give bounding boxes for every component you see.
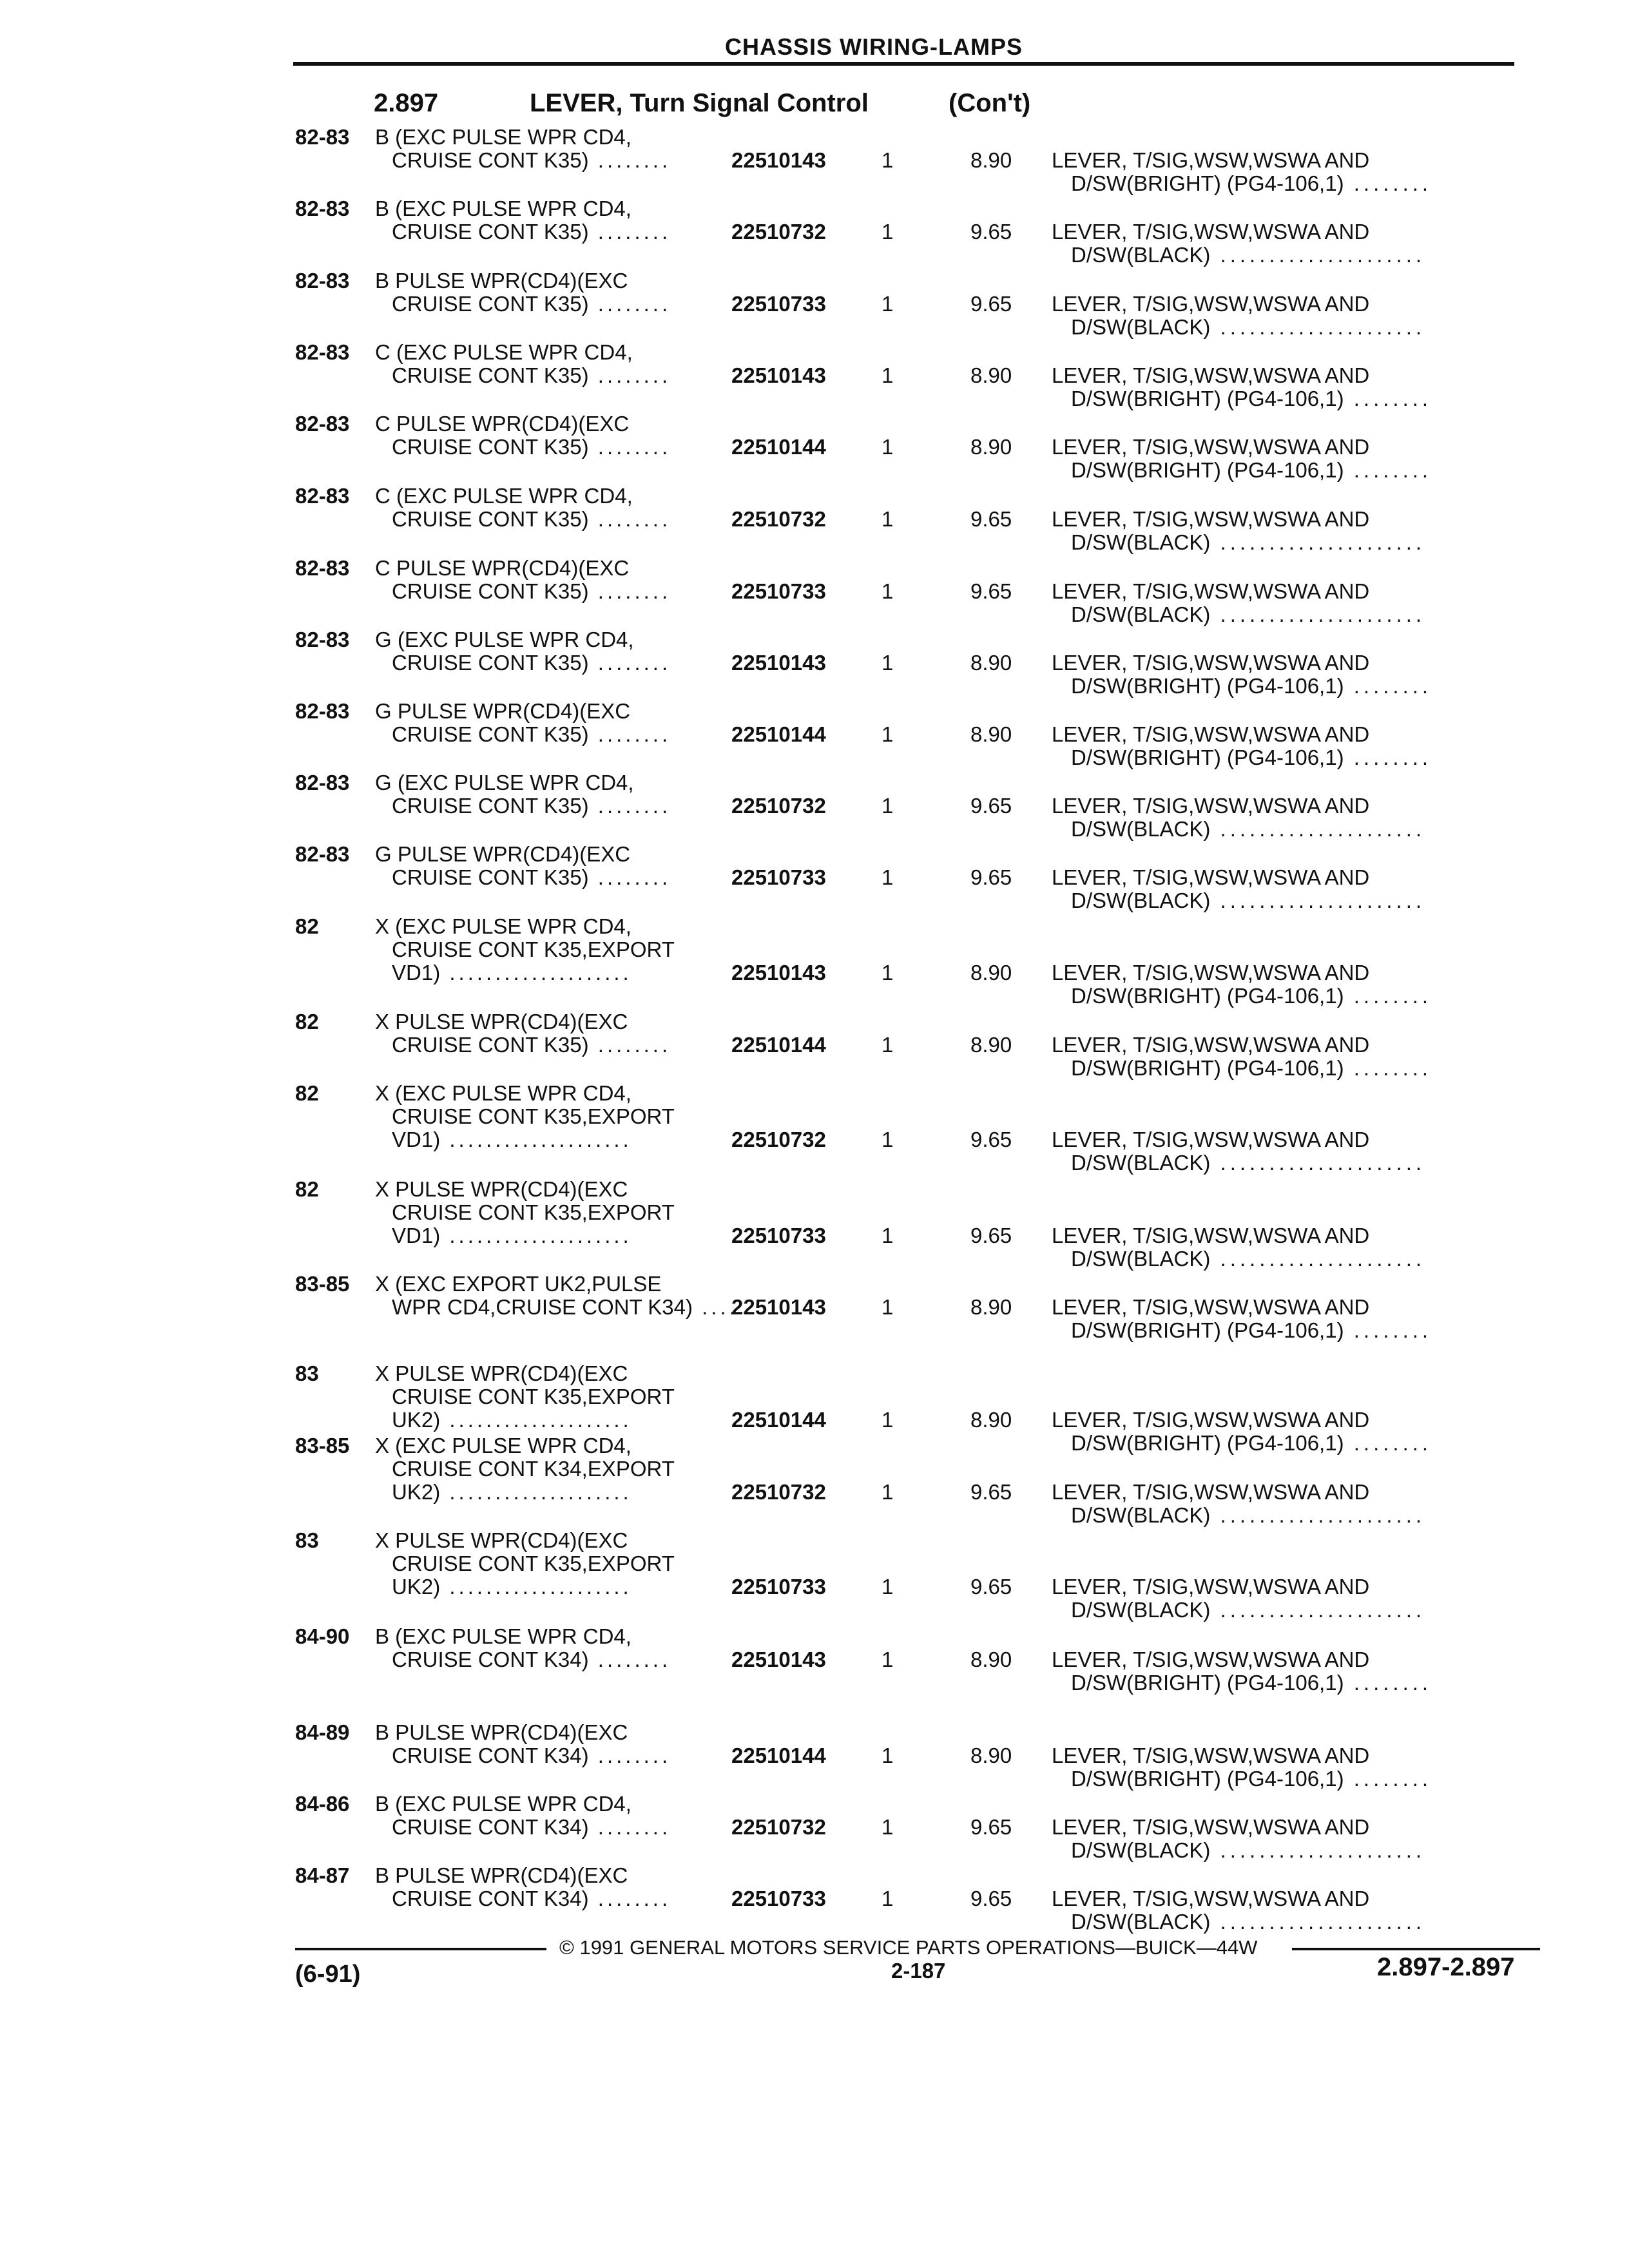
entry-part-name-detail [1071, 889, 1425, 912]
leader-dots: ..................... [1210, 530, 1426, 554]
leader-dots: ........ [588, 722, 671, 746]
entry-part-name: LEVER, T/SIG,WSW,WSWA AND [1052, 1408, 1370, 1432]
entry-part-name-detail-text: D/SW(BRIGHT) (PG4-106,1) [1071, 171, 1344, 195]
entry-description-line: B PULSE WPR(CD4)(EXC [375, 269, 628, 293]
entry-price: 8.90 [970, 1033, 1012, 1057]
entry-description [375, 1273, 736, 1319]
entry-description [375, 412, 736, 459]
entry-part-name-detail-text: D/SW(BLACK) [1071, 1247, 1211, 1271]
entry-price: 8.90 [970, 722, 1012, 746]
entry-quantity: 1 [882, 1033, 894, 1057]
entry-part-number: 22510732 [731, 1128, 826, 1151]
entry-description-line: B PULSE WPR(CD4)(EXC [375, 1720, 628, 1744]
entry-year: 82-83 [295, 340, 350, 364]
leader-dots: ..................... [1210, 1910, 1426, 1934]
leader-dots: ..................... [1210, 602, 1426, 626]
leader-dots: ..................... [1210, 817, 1426, 841]
entry-price: 9.65 [970, 1128, 1012, 1151]
entry-price: 9.65 [970, 1815, 1012, 1839]
entry-part-name: LEVER, T/SIG,WSW,WSWA AND [1052, 507, 1370, 531]
entry-part-name-detail [1071, 1599, 1425, 1622]
entry-year: 82-83 [295, 269, 350, 293]
entry-part-name-detail-text: D/SW(BLACK) [1071, 1503, 1211, 1527]
entry-price: 9.65 [970, 292, 1012, 316]
leader-dots: ........ [1344, 1431, 1432, 1455]
entry-description-line: B (EXC PULSE WPR CD4, [375, 197, 631, 220]
entry-part-number: 22510143 [731, 1648, 826, 1671]
entry-part-name: LEVER, T/SIG,WSW,WSWA AND [1052, 220, 1370, 244]
entry-year: 83 [295, 1528, 319, 1552]
footer-rule-left [295, 1948, 546, 1950]
entry-description [375, 269, 736, 316]
entry-description-line: VD1) [392, 1128, 441, 1151]
leader-dots: ........ [588, 794, 671, 818]
leader-dots: ........ [588, 220, 671, 244]
entry-year: 84-87 [295, 1863, 350, 1887]
entry-price: 9.65 [970, 1887, 1012, 1910]
entry-description-line: CRUISE CONT K35) [392, 435, 589, 459]
entry-description-line: X PULSE WPR(CD4)(EXC [375, 1528, 628, 1552]
footer-date: (6-91) [295, 1961, 361, 1988]
entry-description-line: C PULSE WPR(CD4)(EXC [375, 412, 630, 436]
entry-year: 82-83 [295, 628, 350, 651]
entry-description-line: X (EXC PULSE WPR CD4, [375, 1081, 631, 1105]
entry-part-name-detail-text: D/SW(BRIGHT) (PG4-106,1) [1071, 984, 1344, 1008]
leader-dots: ........ [588, 1887, 671, 1910]
entry-price: 8.90 [970, 651, 1012, 675]
entry-year: 83 [295, 1361, 319, 1385]
header-rule [293, 62, 1514, 66]
section-continued: (Con't) [949, 89, 1031, 117]
entry-part-name-detail-text: D/SW(BRIGHT) (PG4-106,1) [1071, 1431, 1344, 1455]
entry-quantity: 1 [882, 579, 894, 603]
entry-year: 82-83 [295, 197, 350, 220]
entry-quantity: 1 [882, 1408, 894, 1432]
entry-description [375, 700, 736, 746]
entry-part-name-detail [1071, 675, 1432, 698]
entry-description-line: CRUISE CONT K35) [392, 579, 589, 603]
leader-dots: ........ [588, 292, 671, 316]
leader-dots: ........ [1344, 1318, 1432, 1342]
entry-part-name: LEVER, T/SIG,WSW,WSWA AND [1052, 363, 1370, 387]
entry-part-name-detail [1071, 1151, 1425, 1175]
entry-description [375, 1178, 736, 1247]
entry-quantity: 1 [882, 292, 894, 316]
leader-dots: ........ [1344, 984, 1432, 1008]
entry-description-line: CRUISE CONT K34,EXPORT [392, 1457, 675, 1481]
entry-year: 82 [295, 914, 319, 938]
entry-part-number: 22510143 [731, 363, 826, 387]
entry-description-line: B (EXC PULSE WPR CD4, [375, 125, 631, 149]
footer-page-number: 2-187 [891, 1959, 946, 1983]
leader-dots: ........ [588, 148, 671, 172]
entry-price: 8.90 [970, 1408, 1012, 1432]
entry-part-number: 22510732 [731, 507, 826, 531]
entry-description-line: G PULSE WPR(CD4)(EXC [375, 699, 631, 723]
entry-description-line: B (EXC PULSE WPR CD4, [375, 1792, 631, 1816]
leader-dots: ........ [1344, 458, 1432, 482]
entry-part-number: 22510144 [731, 435, 826, 459]
entry-description-line: CRUISE CONT K35,EXPORT [392, 1552, 675, 1575]
entry-year: 82-83 [295, 484, 350, 508]
entry-description [375, 1362, 736, 1432]
entry-part-name-detail [1071, 818, 1425, 841]
entry-price: 8.90 [970, 435, 1012, 459]
entry-description [375, 1010, 736, 1057]
entry-quantity: 1 [882, 722, 894, 746]
entry-year: 84-86 [295, 1792, 350, 1816]
entry-part-number: 22510733 [731, 579, 826, 603]
entry-description-line: X (EXC PULSE WPR CD4, [375, 914, 631, 938]
entry-description-line: C PULSE WPR(CD4)(EXC [375, 556, 630, 580]
entry-quantity: 1 [882, 865, 894, 889]
entry-part-name-detail-text: D/SW(BLACK) [1071, 1151, 1211, 1175]
entry-part-name: LEVER, T/SIG,WSW,WSWA AND [1052, 1744, 1370, 1767]
entry-part-number: 22510143 [731, 148, 826, 172]
entry-part-number: 22510732 [731, 794, 826, 818]
entry-description-line: CRUISE CONT K35) [392, 220, 589, 244]
entry-description-line: B PULSE WPR(CD4)(EXC [375, 1863, 628, 1887]
entry-year: 82 [295, 1010, 319, 1033]
entry-part-name-detail-text: D/SW(BLACK) [1071, 1598, 1211, 1622]
leader-dots: ........ [588, 1744, 671, 1767]
entry-price: 9.65 [970, 579, 1012, 603]
entry-description-line: UK2) [392, 1480, 441, 1504]
entry-part-number: 22510733 [731, 1224, 826, 1247]
entry-description [375, 341, 736, 387]
entry-quantity: 1 [882, 1128, 894, 1151]
entry-description-line: CRUISE CONT K35,EXPORT [392, 1200, 675, 1224]
entry-part-name-detail [1071, 459, 1432, 482]
entry-part-name-detail-text: D/SW(BLACK) [1071, 1838, 1211, 1862]
entry-part-name-detail [1071, 746, 1432, 769]
entry-part-name-detail [1071, 985, 1432, 1008]
entry-description [375, 197, 736, 244]
leader-dots: .................... [440, 1408, 632, 1432]
entry-description-line: X PULSE WPR(CD4)(EXC [375, 1361, 628, 1385]
entry-description-line: CRUISE CONT K34) [392, 1744, 589, 1767]
entry-description-line: CRUISE CONT K35) [392, 507, 589, 531]
leader-dots: ........ [1344, 745, 1432, 769]
leader-dots: .................... [440, 1480, 632, 1504]
entry-part-name-detail [1071, 603, 1425, 626]
entry-description-line: VD1) [392, 961, 441, 985]
entry-price: 9.65 [970, 1575, 1012, 1599]
entry-year: 84-90 [295, 1624, 350, 1648]
entry-part-name-detail [1071, 1504, 1425, 1527]
entry-part-name-detail-text: D/SW(BRIGHT) (PG4-106,1) [1071, 745, 1344, 769]
entry-part-name-detail-text: D/SW(BLACK) [1071, 889, 1211, 912]
entry-year: 83-85 [295, 1272, 350, 1296]
entry-part-number: 22510143 [731, 1295, 826, 1319]
entry-part-name: LEVER, T/SIG,WSW,WSWA AND [1052, 1887, 1370, 1910]
entry-part-number: 22510732 [731, 220, 826, 244]
entry-part-name-detail [1071, 387, 1432, 410]
entry-description [375, 628, 736, 675]
entry-part-name-detail-text: D/SW(BRIGHT) (PG4-106,1) [1071, 1671, 1344, 1695]
entry-part-name-detail [1071, 1839, 1425, 1862]
entry-description [375, 1864, 736, 1910]
leader-dots: ........ [1344, 1671, 1432, 1695]
entry-year: 82-83 [295, 412, 350, 436]
leader-dots: .... [692, 1295, 738, 1319]
entry-description-line: G (EXC PULSE WPR CD4, [375, 771, 634, 794]
entry-description-line: CRUISE CONT K35) [392, 363, 589, 387]
entry-description-line: X PULSE WPR(CD4)(EXC [375, 1177, 628, 1201]
entry-description-line: CRUISE CONT K35,EXPORT [392, 1385, 675, 1408]
entry-part-name: LEVER, T/SIG,WSW,WSWA AND [1052, 579, 1370, 603]
leader-dots: ........ [588, 865, 671, 889]
entry-part-name-detail [1071, 1432, 1432, 1455]
entry-part-name-detail-text: D/SW(BLACK) [1071, 243, 1211, 267]
entry-part-name-detail [1071, 1057, 1432, 1080]
entry-part-name-detail [1071, 1910, 1425, 1934]
entry-part-name: LEVER, T/SIG,WSW,WSWA AND [1052, 1033, 1370, 1057]
entry-part-number: 22510733 [731, 1575, 826, 1599]
entry-description-line: CRUISE CONT K35) [392, 148, 589, 172]
entry-price: 8.90 [970, 1744, 1012, 1767]
entry-year: 82 [295, 1177, 319, 1201]
entry-part-name-detail-text: D/SW(BRIGHT) (PG4-106,1) [1071, 1767, 1344, 1791]
entry-year: 82-83 [295, 125, 350, 149]
entry-part-name: LEVER, T/SIG,WSW,WSWA AND [1052, 1295, 1370, 1319]
entry-description-line: CRUISE CONT K35) [392, 865, 589, 889]
entry-quantity: 1 [882, 507, 894, 531]
entry-part-name-detail-text: D/SW(BLACK) [1071, 1910, 1211, 1934]
entry-description-line: VD1) [392, 1224, 441, 1247]
entry-part-name-detail-text: D/SW(BRIGHT) (PG4-106,1) [1071, 1056, 1344, 1080]
leader-dots: ........ [588, 579, 671, 603]
leader-dots: .................... [440, 1224, 632, 1247]
leader-dots: ........ [588, 1648, 671, 1671]
entry-part-number: 22510143 [731, 651, 826, 675]
entry-part-name: LEVER, T/SIG,WSW,WSWA AND [1052, 1648, 1370, 1671]
entry-description-line: C (EXC PULSE WPR CD4, [375, 484, 633, 508]
entry-description-line: CRUISE CONT K35) [392, 794, 589, 818]
entry-description-line: CRUISE CONT K35) [392, 1033, 589, 1057]
entry-quantity: 1 [882, 1744, 894, 1767]
entry-part-name: LEVER, T/SIG,WSW,WSWA AND [1052, 961, 1370, 985]
entry-part-name-detail [1071, 244, 1425, 267]
entry-quantity: 1 [882, 148, 894, 172]
entry-description-line: CRUISE CONT K35,EXPORT [392, 1104, 675, 1128]
entry-part-number: 22510144 [731, 1744, 826, 1767]
entry-description [375, 1082, 736, 1151]
entry-quantity: 1 [882, 651, 894, 675]
entry-price: 9.65 [970, 507, 1012, 531]
entry-quantity: 1 [882, 1575, 894, 1599]
entry-price: 9.65 [970, 220, 1012, 244]
entry-part-name-detail-text: D/SW(BRIGHT) (PG4-106,1) [1071, 387, 1344, 410]
entry-quantity: 1 [882, 1480, 894, 1504]
leader-dots: .................... [440, 961, 632, 985]
entry-part-number: 22510733 [731, 292, 826, 316]
entry-part-number: 22510732 [731, 1815, 826, 1839]
leader-dots: .................... [440, 1128, 632, 1151]
entry-description [375, 1434, 736, 1504]
entry-description [375, 557, 736, 603]
entry-part-name: LEVER, T/SIG,WSW,WSWA AND [1052, 292, 1370, 316]
entry-part-name: LEVER, T/SIG,WSW,WSWA AND [1052, 1815, 1370, 1839]
entry-part-name: LEVER, T/SIG,WSW,WSWA AND [1052, 1128, 1370, 1151]
entry-part-name: LEVER, T/SIG,WSW,WSWA AND [1052, 148, 1370, 172]
entry-quantity: 1 [882, 220, 894, 244]
entry-part-number: 22510733 [731, 1887, 826, 1910]
entry-part-name-detail-text: D/SW(BLACK) [1071, 602, 1211, 626]
entry-quantity: 1 [882, 435, 894, 459]
entry-description-line: C (EXC PULSE WPR CD4, [375, 340, 633, 364]
page-header-title: CHASSIS WIRING-LAMPS [725, 34, 1023, 60]
leader-dots: ..................... [1210, 1598, 1426, 1622]
footer-rule-right [1292, 1948, 1540, 1950]
entry-year: 82 [295, 1081, 319, 1105]
entry-part-name: LEVER, T/SIG,WSW,WSWA AND [1052, 651, 1370, 675]
footer-copyright: © 1991 GENERAL MOTORS SERVICE PARTS OPERATIONS—BUICK—44W [559, 1936, 1258, 1959]
entry-part-name: LEVER, T/SIG,WSW,WSWA AND [1052, 794, 1370, 818]
entry-price: 9.65 [970, 865, 1012, 889]
entry-quantity: 1 [882, 1815, 894, 1839]
leader-dots: ........ [1344, 171, 1432, 195]
entry-quantity: 1 [882, 1224, 894, 1247]
leader-dots: ........ [588, 651, 671, 675]
leader-dots: ........ [588, 1815, 671, 1839]
entry-description-line: X PULSE WPR(CD4)(EXC [375, 1010, 628, 1033]
leader-dots: ........ [588, 363, 671, 387]
entry-part-name-detail-text: D/SW(BLACK) [1071, 817, 1211, 841]
entry-description [375, 1721, 736, 1767]
entry-part-name-detail [1071, 1319, 1432, 1342]
entry-description [375, 1529, 736, 1599]
leader-dots: ........ [1344, 387, 1432, 410]
entry-description-line: UK2) [392, 1408, 441, 1432]
entry-price: 8.90 [970, 148, 1012, 172]
entry-description-line: G PULSE WPR(CD4)(EXC [375, 842, 631, 866]
leader-dots: ........ [1344, 1056, 1432, 1080]
entry-part-name-detail-text: D/SW(BRIGHT) (PG4-106,1) [1071, 674, 1344, 698]
footer-section-range: 2.897-2.897 [1377, 1953, 1515, 1981]
entry-price: 8.90 [970, 1648, 1012, 1671]
leader-dots: ........ [1344, 674, 1432, 698]
leader-dots: ..................... [1210, 243, 1426, 267]
entry-part-number: 22510732 [731, 1480, 826, 1504]
entry-part-name-detail [1071, 316, 1425, 339]
leader-dots: ..................... [1210, 315, 1426, 339]
entry-part-name: LEVER, T/SIG,WSW,WSWA AND [1052, 865, 1370, 889]
leader-dots: ..................... [1210, 1503, 1426, 1527]
entry-description-line: CRUISE CONT K34) [392, 1648, 589, 1671]
leader-dots: ........ [588, 507, 671, 531]
entry-price: 8.90 [970, 363, 1012, 387]
entry-description-line: CRUISE CONT K35,EXPORT [392, 937, 675, 961]
entry-year: 82-83 [295, 842, 350, 866]
entry-description [375, 126, 736, 172]
entry-part-name: LEVER, T/SIG,WSW,WSWA AND [1052, 1575, 1370, 1599]
leader-dots: ..................... [1210, 1151, 1426, 1175]
entry-price: 8.90 [970, 961, 1012, 985]
entry-part-number: 22510144 [731, 1408, 826, 1432]
entry-year: 82-83 [295, 771, 350, 794]
entry-year: 84-89 [295, 1720, 350, 1744]
entry-part-name-detail [1071, 172, 1432, 195]
entry-description [375, 771, 736, 818]
entry-part-number: 22510144 [731, 722, 826, 746]
entry-price: 9.65 [970, 1224, 1012, 1247]
entry-part-name-detail [1071, 1671, 1432, 1695]
entry-price: 8.90 [970, 1295, 1012, 1319]
entry-part-name: LEVER, T/SIG,WSW,WSWA AND [1052, 435, 1370, 459]
entry-year: 83-85 [295, 1434, 350, 1457]
entry-description-line: WPR CD4,CRUISE CONT K34) [392, 1295, 693, 1319]
entry-description-line: UK2) [392, 1575, 441, 1599]
leader-dots: ........ [588, 435, 671, 459]
entry-part-number: 22510733 [731, 865, 826, 889]
entry-quantity: 1 [882, 794, 894, 818]
entry-part-name-detail [1071, 1247, 1425, 1271]
entry-part-name-detail [1071, 1767, 1432, 1791]
entry-price: 9.65 [970, 794, 1012, 818]
entry-description-line: G (EXC PULSE WPR CD4, [375, 628, 634, 651]
entry-part-name: LEVER, T/SIG,WSW,WSWA AND [1052, 722, 1370, 746]
entry-description [375, 485, 736, 531]
leader-dots: ..................... [1210, 1247, 1426, 1271]
entry-description-line: CRUISE CONT K34) [392, 1815, 589, 1839]
entry-description-line: CRUISE CONT K35) [392, 292, 589, 316]
entry-part-name-detail-text: D/SW(BLACK) [1071, 530, 1211, 554]
leader-dots: .................... [440, 1575, 632, 1599]
section-number: 2.897 [374, 89, 439, 117]
entry-quantity: 1 [882, 363, 894, 387]
entry-part-name-detail-text: D/SW(BRIGHT) (PG4-106,1) [1071, 1318, 1344, 1342]
entry-description-line: CRUISE CONT K34) [392, 1887, 589, 1910]
entry-quantity: 1 [882, 1648, 894, 1671]
entry-quantity: 1 [882, 961, 894, 985]
entry-description-line: X (EXC EXPORT UK2,PULSE [375, 1272, 662, 1296]
entry-part-name-detail [1071, 531, 1425, 554]
entry-description [375, 915, 736, 985]
entry-part-number: 22510144 [731, 1033, 826, 1057]
entry-description [375, 1625, 736, 1671]
entry-description-line: CRUISE CONT K35) [392, 722, 589, 746]
entry-description [375, 1792, 736, 1839]
leader-dots: ..................... [1210, 889, 1426, 912]
entry-quantity: 1 [882, 1295, 894, 1319]
leader-dots: ........ [1344, 1767, 1432, 1791]
entry-description-line: B (EXC PULSE WPR CD4, [375, 1624, 631, 1648]
entry-part-number: 22510143 [731, 961, 826, 985]
entry-description-line: CRUISE CONT K35) [392, 651, 589, 675]
entry-year: 82-83 [295, 699, 350, 723]
section-title: LEVER, Turn Signal Control [530, 89, 869, 117]
entry-price: 9.65 [970, 1480, 1012, 1504]
entry-description [375, 843, 736, 889]
entry-quantity: 1 [882, 1887, 894, 1910]
entry-description-line: X (EXC PULSE WPR CD4, [375, 1434, 631, 1457]
leader-dots: ..................... [1210, 1838, 1426, 1862]
entry-part-name-detail-text: D/SW(BRIGHT) (PG4-106,1) [1071, 458, 1344, 482]
entry-part-name: LEVER, T/SIG,WSW,WSWA AND [1052, 1480, 1370, 1504]
entry-part-name-detail-text: D/SW(BLACK) [1071, 315, 1211, 339]
leader-dots: ........ [588, 1033, 671, 1057]
entry-part-name: LEVER, T/SIG,WSW,WSWA AND [1052, 1224, 1370, 1247]
entry-year: 82-83 [295, 556, 350, 580]
